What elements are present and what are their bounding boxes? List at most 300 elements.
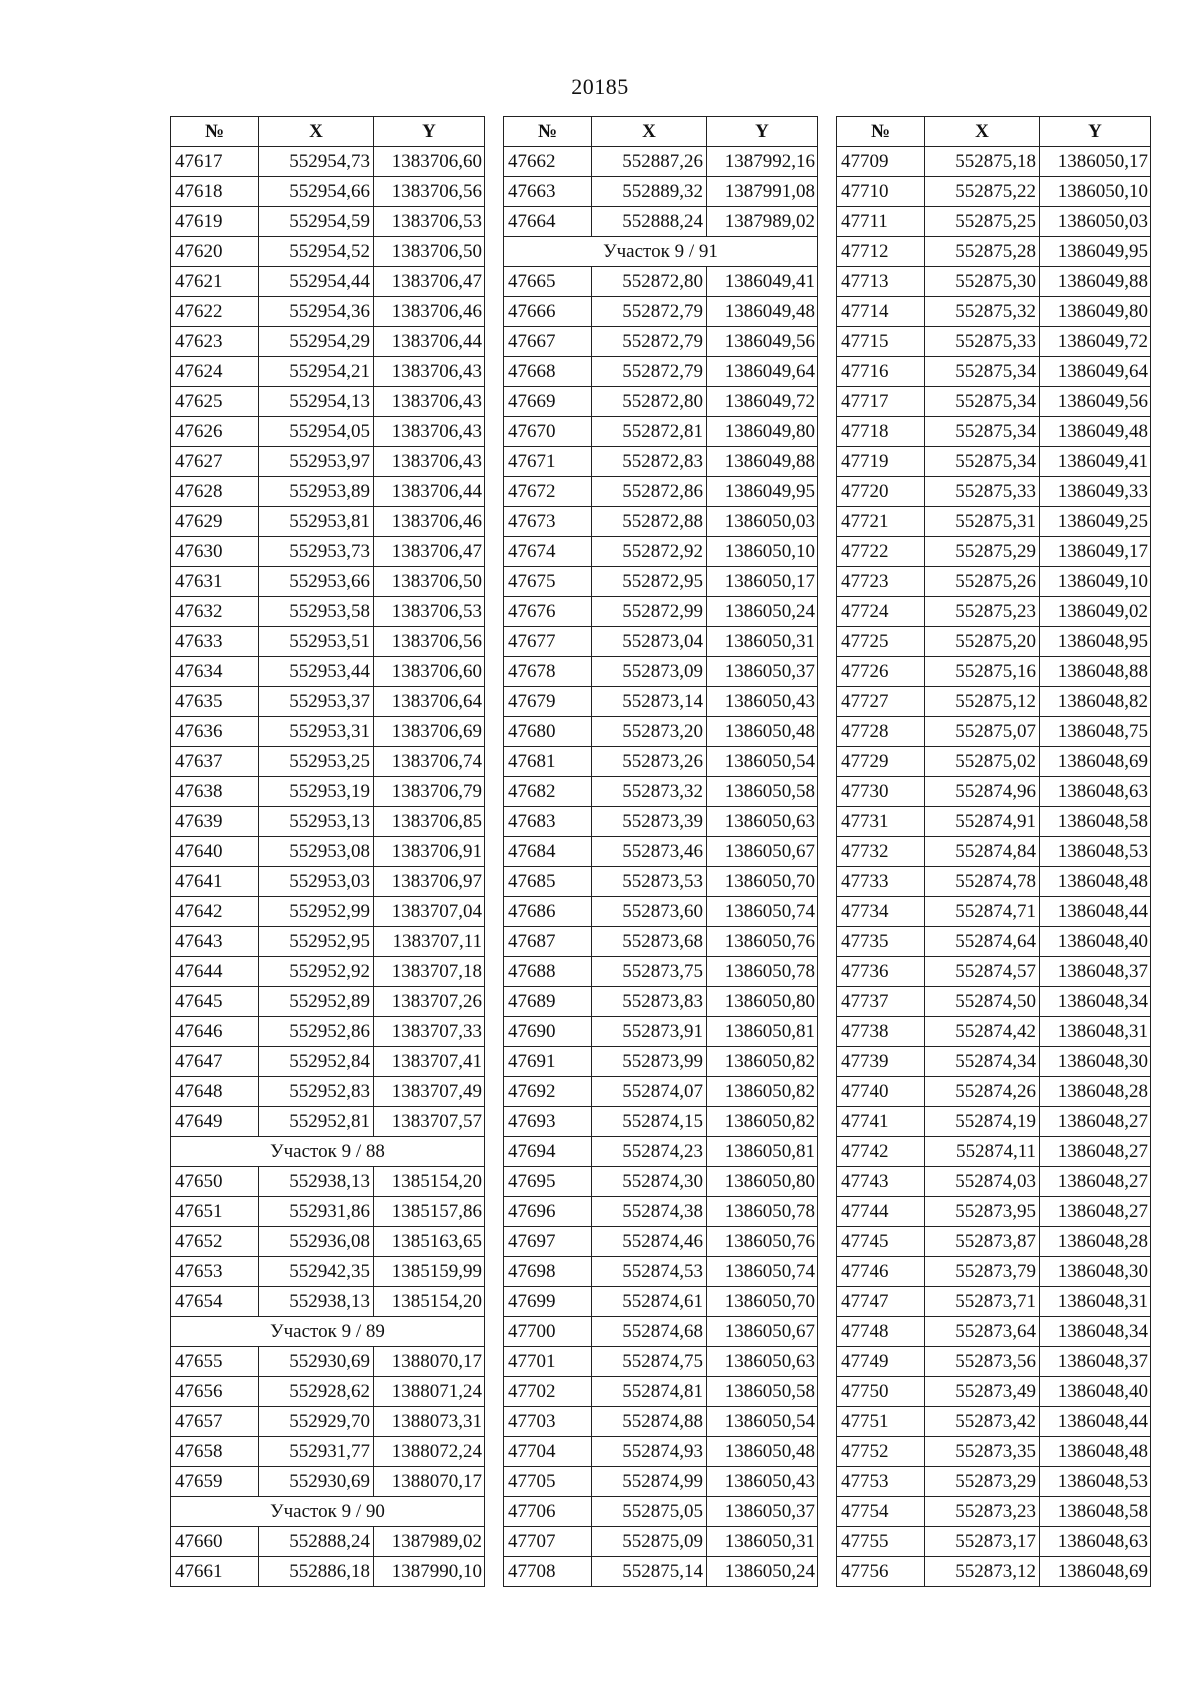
y-coordinate-cell: 1386048,34 [1040,1317,1151,1347]
table-row [171,147,485,177]
x-coordinate-cell: 552874,07 [592,1077,707,1107]
point-number-cell: 47661 [171,1557,259,1587]
point-number-cell: 47677 [504,627,592,657]
point-number-cell: 47639 [171,807,259,837]
table-row [504,897,818,927]
y-coordinate-cell: 1383706,46 [374,507,485,537]
x-coordinate-cell: 552873,12 [925,1557,1040,1587]
point-number-cell: 47650 [171,1167,259,1197]
x-coordinate-cell: 552888,24 [259,1527,374,1557]
y-coordinate-cell: 1386050,54 [707,747,818,777]
y-coordinate-cell: 1386048,30 [1040,1047,1151,1077]
point-number-cell: 47719 [837,447,925,477]
table-row [171,1437,485,1467]
point-number-cell: 47654 [171,1287,259,1317]
x-coordinate-cell: 552874,64 [925,927,1040,957]
y-coordinate-cell: 1386049,95 [707,477,818,507]
table-row [171,507,485,537]
table-row [504,177,818,207]
table-row [837,207,1151,237]
point-number-cell: 47626 [171,417,259,447]
y-coordinate-cell: 1383706,43 [374,417,485,447]
x-coordinate-cell: 552953,03 [259,867,374,897]
table-row [504,837,818,867]
table-row [837,357,1151,387]
x-coordinate-cell: 552952,92 [259,957,374,987]
y-coordinate-cell: 1383706,53 [374,597,485,627]
x-coordinate-cell: 552954,21 [259,357,374,387]
y-coordinate-cell: 1386048,37 [1040,957,1151,987]
x-coordinate-cell: 552873,39 [592,807,707,837]
y-coordinate-cell: 1387990,10 [374,1557,485,1587]
y-coordinate-cell: 1386050,67 [707,1317,818,1347]
point-number-cell: 47664 [504,207,592,237]
point-number-cell: 47713 [837,267,925,297]
table-row [504,147,818,177]
x-coordinate-cell: 552954,59 [259,207,374,237]
table-row [504,1347,818,1377]
x-coordinate-cell: 552952,86 [259,1017,374,1047]
header-row [171,117,485,147]
y-coordinate-cell: 1386049,88 [1040,267,1151,297]
page-number: 20185 [571,74,629,99]
y-coordinate-cell: 1386048,63 [1040,1527,1151,1557]
x-coordinate-cell: 552874,99 [592,1467,707,1497]
table-row [171,807,485,837]
x-coordinate-cell: 552873,83 [592,987,707,1017]
table-row [504,957,818,987]
point-number-cell: 47665 [504,267,592,297]
table-row [837,597,1151,627]
point-number-cell: 47673 [504,507,592,537]
x-coordinate-cell: 552873,32 [592,777,707,807]
y-coordinate-cell: 1383706,53 [374,207,485,237]
x-coordinate-cell: 552875,09 [592,1527,707,1557]
section-row [171,1317,485,1347]
x-coordinate-cell: 552953,25 [259,747,374,777]
table-row [504,1227,818,1257]
x-coordinate-cell: 552938,13 [259,1287,374,1317]
y-coordinate-cell: 1383707,11 [374,927,485,957]
x-coordinate-cell: 552873,26 [592,747,707,777]
x-coordinate-cell: 552873,60 [592,897,707,927]
y-coordinate-cell: 1386048,40 [1040,927,1151,957]
section-row [504,237,818,267]
y-coordinate-cell: 1386050,17 [1040,147,1151,177]
x-coordinate-cell: 552953,51 [259,627,374,657]
table-row [171,1167,485,1197]
table-row [171,207,485,237]
point-number-cell: 47743 [837,1167,925,1197]
y-coordinate-cell: 1386050,81 [707,1137,818,1167]
point-number-cell: 47712 [837,237,925,267]
table-row [504,1047,818,1077]
y-coordinate-cell: 1383706,50 [374,237,485,267]
y-coordinate-cell: 1383706,56 [374,627,485,657]
x-coordinate-cell: 552874,96 [925,777,1040,807]
y-coordinate-cell: 1383706,43 [374,447,485,477]
point-number-cell: 47647 [171,1047,259,1077]
y-coordinate-cell: 1385154,20 [374,1287,485,1317]
y-coordinate-cell: 1386050,48 [707,1437,818,1467]
y-coordinate-cell: 1385163,65 [374,1227,485,1257]
point-number-cell: 47755 [837,1527,925,1557]
column-header-y: Y [374,117,485,147]
table-row [837,147,1151,177]
x-coordinate-cell: 552872,88 [592,507,707,537]
point-number-cell: 47649 [171,1107,259,1137]
x-coordinate-cell: 552873,71 [925,1287,1040,1317]
x-coordinate-cell: 552953,81 [259,507,374,537]
x-coordinate-cell: 552953,89 [259,477,374,507]
x-coordinate-cell: 552874,93 [592,1437,707,1467]
table-row [837,747,1151,777]
point-number-cell: 47634 [171,657,259,687]
table-row [171,1467,485,1497]
table-row [837,927,1151,957]
y-coordinate-cell: 1386050,37 [707,1497,818,1527]
point-number-cell: 47746 [837,1257,925,1287]
point-number-cell: 47645 [171,987,259,1017]
x-coordinate-cell: 552873,91 [592,1017,707,1047]
x-coordinate-cell: 552872,79 [592,297,707,327]
point-number-cell: 47686 [504,897,592,927]
point-number-cell: 47646 [171,1017,259,1047]
point-number-cell: 47724 [837,597,925,627]
table-row [504,807,818,837]
x-coordinate-cell: 552873,99 [592,1047,707,1077]
x-coordinate-cell: 552874,91 [925,807,1040,837]
x-coordinate-cell: 552875,34 [925,417,1040,447]
table-row [837,1527,1151,1557]
point-number-cell: 47734 [837,897,925,927]
y-coordinate-cell: 1386049,25 [1040,507,1151,537]
table-row [171,897,485,927]
point-number-cell: 47662 [504,147,592,177]
x-coordinate-cell: 552952,89 [259,987,374,1017]
table-row [837,1467,1151,1497]
x-coordinate-cell: 552888,24 [592,207,707,237]
y-coordinate-cell: 1386050,24 [707,1557,818,1587]
point-number-cell: 47640 [171,837,259,867]
y-coordinate-cell: 1386050,03 [707,507,818,537]
y-coordinate-cell: 1386048,34 [1040,987,1151,1017]
x-coordinate-cell: 552873,35 [925,1437,1040,1467]
table-row [837,987,1151,1017]
table-row [504,327,818,357]
table-row [171,1557,485,1587]
table-row [504,1017,818,1047]
y-coordinate-cell: 1386050,74 [707,897,818,927]
table-row [837,837,1151,867]
point-number-cell: 47685 [504,867,592,897]
point-number-cell: 47697 [504,1227,592,1257]
point-number-cell: 47651 [171,1197,259,1227]
y-coordinate-cell: 1385157,86 [374,1197,485,1227]
section-title: Участок 9 / 91 [504,237,818,267]
table-row [504,447,818,477]
point-number-cell: 47731 [837,807,925,837]
y-coordinate-cell: 1386050,82 [707,1107,818,1137]
table-row [504,297,818,327]
table-row [504,747,818,777]
y-coordinate-cell: 1386048,48 [1040,867,1151,897]
point-number-cell: 47653 [171,1257,259,1287]
point-number-cell: 47715 [837,327,925,357]
table-row [837,417,1151,447]
x-coordinate-cell: 552875,20 [925,627,1040,657]
point-number-cell: 47744 [837,1197,925,1227]
table-row [837,297,1151,327]
column-header-y: Y [707,117,818,147]
point-number-cell: 47656 [171,1377,259,1407]
x-coordinate-cell: 552873,79 [925,1257,1040,1287]
y-coordinate-cell: 1386049,02 [1040,597,1151,627]
x-coordinate-cell: 552953,97 [259,447,374,477]
y-coordinate-cell: 1383706,60 [374,147,485,177]
x-coordinate-cell: 552874,11 [925,1137,1040,1167]
point-number-cell: 47679 [504,687,592,717]
point-number-cell: 47619 [171,207,259,237]
y-coordinate-cell: 1386048,27 [1040,1107,1151,1137]
column-header-x: X [592,117,707,147]
table-row [504,417,818,447]
x-coordinate-cell: 552952,84 [259,1047,374,1077]
x-coordinate-cell: 552874,71 [925,897,1040,927]
y-coordinate-cell: 1386048,28 [1040,1077,1151,1107]
y-coordinate-cell: 1386049,72 [707,387,818,417]
point-number-cell: 47663 [504,177,592,207]
point-number-cell: 47669 [504,387,592,417]
table-row [837,957,1151,987]
table-row [504,1467,818,1497]
table-row [837,717,1151,747]
x-coordinate-cell: 552874,81 [592,1377,707,1407]
x-coordinate-cell: 552954,29 [259,327,374,357]
point-number-cell: 47695 [504,1167,592,1197]
point-number-cell: 47666 [504,297,592,327]
point-number-cell: 47708 [504,1557,592,1587]
x-coordinate-cell: 552875,34 [925,447,1040,477]
point-number-cell: 47642 [171,897,259,927]
y-coordinate-cell: 1386049,48 [707,297,818,327]
y-coordinate-cell: 1386048,88 [1040,657,1151,687]
table-row [837,1047,1151,1077]
x-coordinate-cell: 552953,08 [259,837,374,867]
table-row [504,357,818,387]
point-number-cell: 47720 [837,477,925,507]
point-number-cell: 47711 [837,207,925,237]
section-title: Участок 9 / 90 [171,1497,485,1527]
table-row [504,477,818,507]
x-coordinate-cell: 552875,28 [925,237,1040,267]
x-coordinate-cell: 552875,34 [925,357,1040,387]
table-row [837,1557,1151,1587]
y-coordinate-cell: 1386048,31 [1040,1017,1151,1047]
point-number-cell: 47672 [504,477,592,507]
point-number-cell: 47717 [837,387,925,417]
table-row [837,1257,1151,1287]
table-row [837,1167,1151,1197]
y-coordinate-cell: 1386050,58 [707,777,818,807]
point-number-cell: 47690 [504,1017,592,1047]
point-number-cell: 47707 [504,1527,592,1557]
coordinate-table-3 [836,116,1151,1587]
point-number-cell: 47737 [837,987,925,1017]
y-coordinate-cell: 1387989,02 [374,1527,485,1557]
point-number-cell: 47725 [837,627,925,657]
table-row [504,1197,818,1227]
y-coordinate-cell: 1386050,58 [707,1377,818,1407]
point-number-cell: 47667 [504,327,592,357]
x-coordinate-cell: 552874,26 [925,1077,1040,1107]
y-coordinate-cell: 1386050,10 [1040,177,1151,207]
y-coordinate-cell: 1386050,48 [707,717,818,747]
table-row [504,627,818,657]
table-row [837,657,1151,687]
y-coordinate-cell: 1386050,80 [707,1167,818,1197]
y-coordinate-cell: 1383706,47 [374,267,485,297]
table-row [837,1437,1151,1467]
column-header-number: № [504,117,592,147]
x-coordinate-cell: 552954,73 [259,147,374,177]
point-number-cell: 47629 [171,507,259,537]
y-coordinate-cell: 1383706,97 [374,867,485,897]
y-coordinate-cell: 1383706,43 [374,357,485,387]
table-row [837,1497,1151,1527]
x-coordinate-cell: 552874,78 [925,867,1040,897]
point-number-cell: 47739 [837,1047,925,1077]
x-coordinate-cell: 552874,23 [592,1137,707,1167]
table-row [504,387,818,417]
point-number-cell: 47688 [504,957,592,987]
x-coordinate-cell: 552875,23 [925,597,1040,627]
point-number-cell: 47745 [837,1227,925,1257]
x-coordinate-cell: 552942,35 [259,1257,374,1287]
x-coordinate-cell: 552954,66 [259,177,374,207]
x-coordinate-cell: 552873,23 [925,1497,1040,1527]
table-row [504,687,818,717]
y-coordinate-cell: 1383706,56 [374,177,485,207]
point-number-cell: 47756 [837,1557,925,1587]
table-row [171,747,485,777]
point-number-cell: 47704 [504,1437,592,1467]
point-number-cell: 47751 [837,1407,925,1437]
point-number-cell: 47638 [171,777,259,807]
y-coordinate-cell: 1386048,75 [1040,717,1151,747]
point-number-cell: 47752 [837,1437,925,1467]
point-number-cell: 47643 [171,927,259,957]
column-header-x: X [925,117,1040,147]
section-title: Участок 9 / 89 [171,1317,485,1347]
y-coordinate-cell: 1386050,63 [707,1347,818,1377]
table-row [171,417,485,447]
table-row [171,837,485,867]
point-number-cell: 47689 [504,987,592,1017]
table-row [837,627,1151,657]
x-coordinate-cell: 552872,79 [592,327,707,357]
x-coordinate-cell: 552873,68 [592,927,707,957]
point-number-cell: 47753 [837,1467,925,1497]
table-row [171,1107,485,1137]
x-coordinate-cell: 552875,14 [592,1557,707,1587]
y-coordinate-cell: 1386048,28 [1040,1227,1151,1257]
x-coordinate-cell: 552874,19 [925,1107,1040,1137]
y-coordinate-cell: 1383707,41 [374,1047,485,1077]
section-row [171,1137,485,1167]
table-row [171,1347,485,1377]
y-coordinate-cell: 1386049,41 [1040,447,1151,477]
header-row [837,117,1151,147]
y-coordinate-cell: 1386048,27 [1040,1137,1151,1167]
x-coordinate-cell: 552872,79 [592,357,707,387]
y-coordinate-cell: 1386050,31 [707,1527,818,1557]
table-row [837,1227,1151,1257]
point-number-cell: 47657 [171,1407,259,1437]
x-coordinate-cell: 552887,26 [592,147,707,177]
y-coordinate-cell: 1386048,53 [1040,1467,1151,1497]
x-coordinate-cell: 552952,95 [259,927,374,957]
table-row [171,657,485,687]
point-number-cell: 47652 [171,1227,259,1257]
point-number-cell: 47660 [171,1527,259,1557]
x-coordinate-cell: 552873,53 [592,867,707,897]
x-coordinate-cell: 552872,95 [592,567,707,597]
x-coordinate-cell: 552953,31 [259,717,374,747]
table-row [837,777,1151,807]
point-number-cell: 47674 [504,537,592,567]
table-row [504,1287,818,1317]
table-row [837,1197,1151,1227]
point-number-cell: 47668 [504,357,592,387]
point-number-cell: 47726 [837,657,925,687]
x-coordinate-cell: 552875,16 [925,657,1040,687]
point-number-cell: 47659 [171,1467,259,1497]
x-coordinate-cell: 552874,57 [925,957,1040,987]
point-number-cell: 47701 [504,1347,592,1377]
x-coordinate-cell: 552874,61 [592,1287,707,1317]
y-coordinate-cell: 1386048,53 [1040,837,1151,867]
table-row [171,1227,485,1257]
x-coordinate-cell: 552874,34 [925,1047,1040,1077]
x-coordinate-cell: 552874,50 [925,987,1040,1017]
point-number-cell: 47710 [837,177,925,207]
point-number-cell: 47703 [504,1407,592,1437]
x-coordinate-cell: 552953,66 [259,567,374,597]
point-number-cell: 47630 [171,537,259,567]
x-coordinate-cell: 552889,32 [592,177,707,207]
y-coordinate-cell: 1386050,67 [707,837,818,867]
point-number-cell: 47750 [837,1377,925,1407]
x-coordinate-cell: 552953,13 [259,807,374,837]
x-coordinate-cell: 552952,99 [259,897,374,927]
x-coordinate-cell: 552953,73 [259,537,374,567]
table-row [171,267,485,297]
y-coordinate-cell: 1386050,17 [707,567,818,597]
point-number-cell: 47641 [171,867,259,897]
table-row [171,687,485,717]
y-coordinate-cell: 1386049,41 [707,267,818,297]
point-number-cell: 47633 [171,627,259,657]
table-row [171,717,485,747]
y-coordinate-cell: 1386050,80 [707,987,818,1017]
x-coordinate-cell: 552875,33 [925,477,1040,507]
y-coordinate-cell: 1388070,17 [374,1347,485,1377]
table-row [171,1077,485,1107]
x-coordinate-cell: 552873,29 [925,1467,1040,1497]
x-coordinate-cell: 552873,20 [592,717,707,747]
point-number-cell: 47636 [171,717,259,747]
